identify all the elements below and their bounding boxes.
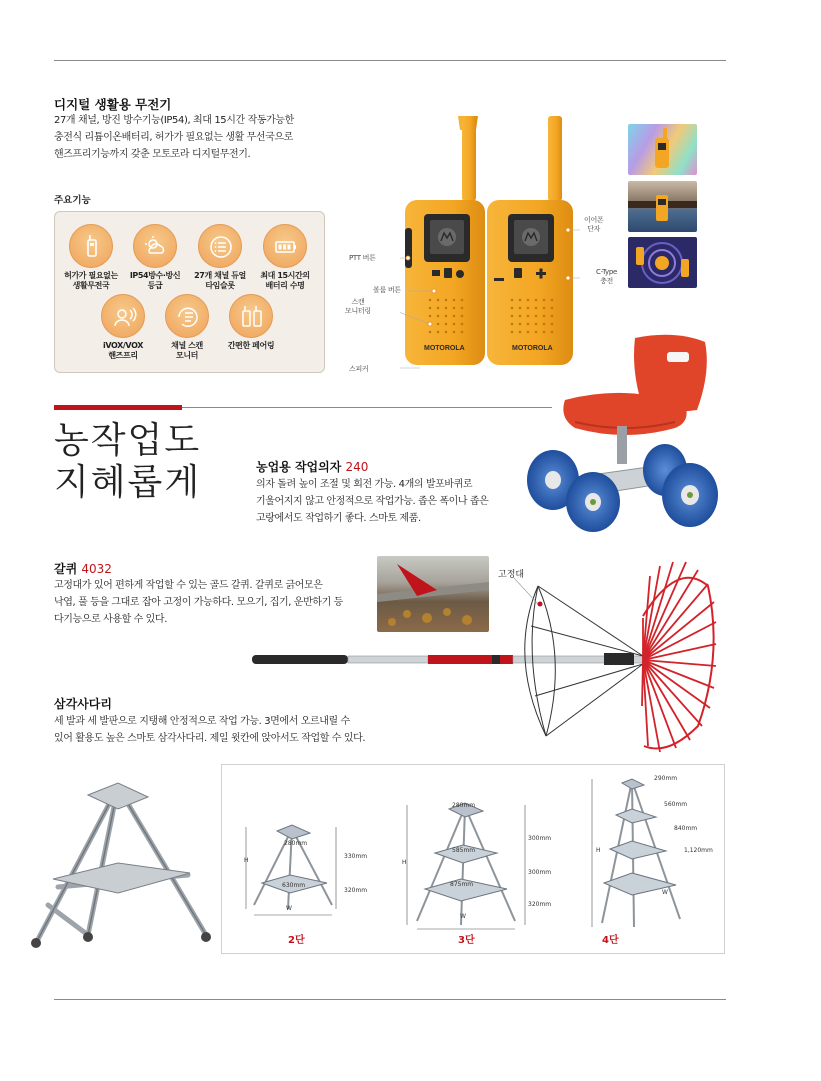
chair-desc-line: 의자 돌려 높이 조절 및 회전 가능. 4개의 발포바퀴로 [256, 479, 473, 490]
feature-label: 간편한 페어링 [227, 341, 275, 350]
bottom-rule [54, 999, 726, 1000]
ladder-diagram-2step [232, 805, 372, 925]
feature-item [59, 224, 123, 291]
feature-item [155, 294, 219, 361]
section-rule [182, 407, 552, 408]
callout-earphone-line: 이어폰 [584, 216, 604, 224]
radio-desc-line: 충전식 리튬이온배터리, 허가가 필요없는 생활 무선국으로 [54, 132, 293, 143]
ladder-desc-line: 있어 활용도 높은 스마토 삼각사다리. 제일 윗칸에 앉아서도 작업할 수 있다. [54, 733, 366, 744]
radio-brand-text: MOTOROLA [512, 345, 553, 352]
feature-label: 27개 채널 듀얼 [194, 271, 246, 280]
chair-desc-line: 기울어지지 않고 안정적으로 작업가능. 좁은 폭이나 좁은 [256, 496, 489, 507]
feature-label: 핸즈프리 [108, 351, 138, 360]
dim-label: 630mm [282, 882, 306, 889]
ladder-description [54, 713, 434, 747]
dim-label: 585mm [452, 847, 476, 854]
radio-brand-text: MOTOROLA [424, 345, 465, 352]
ladder-diagram-panel [221, 764, 725, 954]
callout-scan-line: 모니터링 [345, 307, 371, 315]
rake-desc-line: 낙엽, 풀 등을 그대로 잡아 고정이 가능하다. 모으기, 집기, 운반하기 등 [54, 597, 343, 608]
features-panel [54, 211, 325, 373]
work-chair-image [525, 330, 725, 540]
dim-label: 300mm [528, 869, 552, 876]
dim-label: H [596, 847, 601, 854]
feature-label: 등급 [147, 281, 163, 290]
radio-desc-line: 핸즈프리기능까지 갖춘 모토로라 디지털무전기. [54, 149, 251, 160]
dim-label: 290mm [654, 775, 678, 782]
chair-desc-line: 고랑에서도 작업하기 좋다. 스마토 제품. [256, 513, 421, 524]
dim-label: 875mm [450, 881, 474, 888]
voice-icon [101, 294, 145, 338]
feature-label: IP54방수·방신 [129, 271, 181, 280]
section-heading [54, 420, 201, 504]
dim-label: 280mm [284, 840, 308, 847]
dim-label: 560mm [664, 801, 688, 808]
feature-label: iVOX/VOX [103, 341, 143, 350]
feature-label: 채널 스캔 [171, 341, 203, 350]
callout-ptt: PTT 버튼 [349, 254, 376, 262]
callout-earphone-line: 단자 [587, 225, 601, 233]
top-rule [54, 60, 726, 61]
section-accent-bar [54, 405, 182, 410]
radio-title: 디지털 생활용 무전기 [54, 97, 172, 112]
ladder-photo [18, 775, 218, 955]
feature-label: 모니터 [176, 351, 198, 360]
radio-desc-line: 27개 채널, 방진 방수기능(IP54), 최대 15시간 작동가능한 [54, 115, 294, 126]
feature-label: 생활무전국 [72, 281, 110, 290]
radio-thumbnail-pairing [628, 237, 697, 288]
ladder-diagram-3step [397, 793, 547, 933]
dim-label: 840mm [674, 825, 698, 832]
chair-model-number: 240 [345, 460, 369, 474]
dim-label: 320mm [344, 887, 368, 894]
dim-label: 1,120mm [684, 847, 713, 854]
callout-ctype [596, 268, 617, 286]
feature-item [91, 294, 155, 361]
dim-label: W [460, 913, 466, 920]
dim-label: 320mm [528, 901, 552, 908]
dim-label: 330mm [344, 853, 368, 860]
chair-title-text: 농업용 작업의자 [256, 460, 342, 474]
feature-label: 허가가 필요없는 [64, 271, 118, 280]
callout-ctype-line: C-Type [596, 268, 618, 276]
rake-title [54, 560, 112, 577]
dim-label: H [402, 859, 407, 866]
callout-volume: 볼륨 버튼 [373, 286, 401, 294]
feature-label: 타임슬롯 [205, 281, 235, 290]
dim-label: 300mm [528, 835, 552, 842]
feature-item [188, 224, 252, 291]
ladder-step-label: 2단 [288, 935, 305, 946]
weather-icon [133, 224, 177, 268]
radio-thumbnail-colorful [628, 124, 697, 175]
feature-label: 최대 15시간의 [260, 271, 310, 280]
callout-ctype-line: 충전 [600, 277, 613, 285]
chair-description [256, 476, 536, 527]
callout-scan [345, 298, 371, 316]
pair-icon [229, 294, 273, 338]
ladder-step-label: 3단 [458, 935, 475, 946]
scan-icon [165, 294, 209, 338]
list-icon [198, 224, 242, 268]
radio-thumbnail-belt [628, 181, 697, 232]
ladder-step-label: 4단 [602, 935, 619, 946]
features-title: 주요기능 [54, 195, 91, 206]
dim-label: 280mm [452, 802, 476, 809]
ladder-desc-line: 세 발과 세 발판으로 지탱해 안정적으로 작업 가능. 3면에서 오르내릴 수 [54, 716, 350, 727]
dim-label: W [662, 889, 668, 896]
rake-model-number: 4032 [81, 562, 112, 576]
radio-icon [69, 224, 113, 268]
feature-item [253, 224, 317, 291]
feature-item [219, 294, 283, 351]
callout-speaker: 스피커 [349, 365, 369, 373]
chair-title [256, 458, 368, 475]
feature-label: 배터리 수명 [265, 281, 305, 290]
rake-title-text: 갈퀴 [54, 562, 78, 576]
section-heading-line: 농작업도 [54, 420, 202, 461]
radio-description [54, 112, 344, 163]
callout-earphone [584, 216, 603, 234]
callout-scan-line: 스캔 [351, 298, 365, 306]
feature-item [123, 224, 187, 291]
rake-callout-label: 고정대 [498, 570, 525, 580]
dim-label: W [286, 905, 292, 912]
ladder-title: 삼각사다리 [54, 697, 112, 711]
rake-desc-line: 다기능으로 사용할 수 있다. [54, 614, 167, 625]
rake-desc-line: 고정대가 있어 편하게 작업할 수 있는 골드 갈퀴. 갈퀴로 긁어모은 [54, 580, 323, 591]
section-heading-line: 지혜롭게 [54, 462, 202, 503]
battery-icon [263, 224, 307, 268]
dim-label: H [244, 857, 249, 864]
